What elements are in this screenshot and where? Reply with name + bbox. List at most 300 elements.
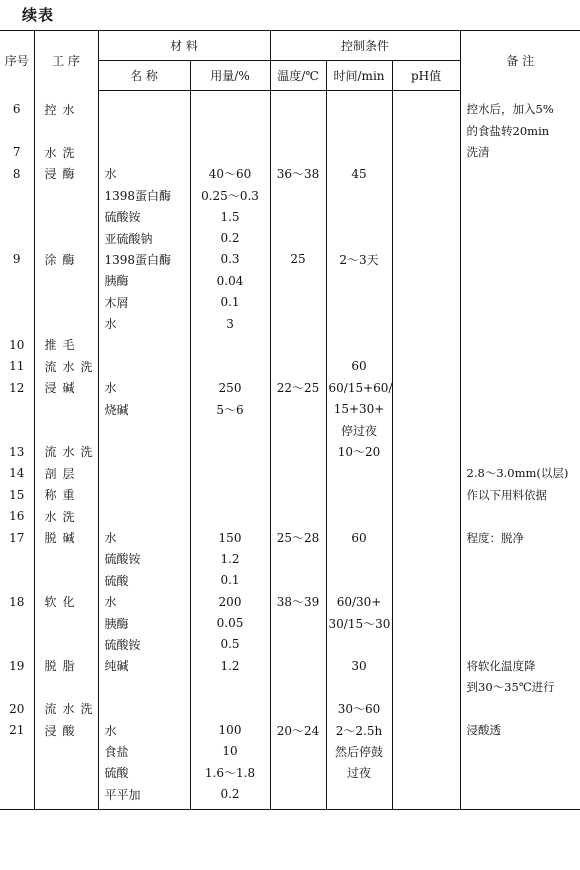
row-ph-cell: [392, 677, 460, 698]
row-dosage-cell: 0.3: [190, 249, 270, 270]
row-seq-cell: [0, 634, 34, 655]
row-temperature-cell: [270, 505, 326, 526]
row-temperature-cell: 38～39: [270, 591, 326, 612]
row-material-cell: 烧碱: [98, 398, 190, 419]
row-time-cell: [326, 206, 392, 227]
row-material-cell: [98, 698, 190, 719]
row-temperature-cell: [270, 142, 326, 163]
header-time: 时间/min: [326, 61, 392, 91]
table-row: [0, 484, 580, 505]
row-dosage-cell: [190, 463, 270, 484]
row-process-cell: [34, 292, 98, 313]
row-time-cell: 60: [326, 527, 392, 548]
row-seq-cell: 20: [9, 701, 25, 716]
row-remark-cell: 2.8～3.0mm(以层): [460, 463, 580, 484]
row-time-cell: [326, 227, 392, 248]
table-row: [0, 784, 580, 810]
row-process-cell: 软化: [34, 591, 98, 612]
row-remark-cell: [460, 270, 580, 291]
row-material-cell: [98, 505, 190, 526]
row-material-cell: 纯碱: [98, 655, 190, 676]
row-dosage-cell: [190, 120, 270, 141]
row-seq-cell: [0, 227, 34, 248]
row-temperature-cell: 36～38: [270, 163, 326, 184]
row-process-cell: 水洗: [34, 142, 98, 163]
row-time-cell: [326, 142, 392, 163]
row-dosage-cell: 0.2: [190, 227, 270, 248]
header-temperature: 温度/℃: [270, 61, 326, 91]
row-process-cell: [34, 185, 98, 206]
row-time-cell: [326, 334, 392, 355]
row-time-cell: [326, 292, 392, 313]
row-material-cell: [98, 91, 190, 121]
row-temperature-cell: [270, 356, 326, 377]
row-dosage-cell: 0.5: [190, 634, 270, 655]
row-material-cell: 水: [98, 719, 190, 740]
row-dosage-cell: [190, 91, 270, 121]
row-seq-cell: 21: [9, 723, 25, 738]
table-row: [0, 420, 580, 441]
table-header: [0, 31, 580, 91]
row-material-cell: 胰酶: [98, 270, 190, 291]
row-ph-cell: [392, 441, 460, 462]
row-remark-cell: [460, 313, 580, 334]
row-remark-cell: [460, 591, 580, 612]
row-material-cell: [98, 677, 190, 698]
row-time-cell: 30: [326, 655, 392, 676]
row-seq-cell: [0, 270, 34, 291]
row-ph-cell: [392, 377, 460, 398]
row-dosage-cell: [190, 484, 270, 505]
row-ph-cell: [392, 634, 460, 655]
row-remark-cell: 控水后，加入5%: [460, 91, 580, 121]
row-process-cell: 流水洗: [34, 698, 98, 719]
row-seq-cell: 7: [12, 145, 21, 160]
row-remark-cell: [460, 762, 580, 783]
row-process-cell: [34, 313, 98, 334]
row-time-cell: [326, 784, 392, 810]
header-remarks: 备 注: [460, 31, 580, 91]
row-temperature-cell: [270, 762, 326, 783]
row-material-cell: 水: [98, 591, 190, 612]
row-remark-cell: [460, 334, 580, 355]
header-seq: 序号: [0, 31, 34, 91]
row-temperature-cell: [270, 398, 326, 419]
row-remark-cell: [460, 227, 580, 248]
row-ph-cell: [392, 570, 460, 591]
row-process-cell: 涂酶: [34, 249, 98, 270]
row-ph-cell: [392, 185, 460, 206]
row-remark-cell: [460, 612, 580, 633]
row-dosage-cell: [190, 441, 270, 462]
row-ph-cell: [392, 163, 460, 184]
row-material-cell: 硫酸: [98, 762, 190, 783]
row-remark-cell: [460, 441, 580, 462]
row-process-cell: [34, 120, 98, 141]
row-dosage-cell: 0.2: [190, 784, 270, 810]
table-row: [0, 463, 580, 484]
row-remark-cell: [460, 398, 580, 419]
row-material-cell: 硫酸铵: [98, 634, 190, 655]
row-process-cell: [34, 677, 98, 698]
row-time-cell: [326, 505, 392, 526]
row-temperature-cell: [270, 185, 326, 206]
table-row: [0, 719, 580, 740]
row-temperature-cell: [270, 570, 326, 591]
row-ph-cell: [392, 548, 460, 569]
row-dosage-cell: 150: [190, 527, 270, 548]
table-row: [0, 655, 580, 676]
row-remark-cell: [460, 292, 580, 313]
row-time-cell: 10～20: [326, 441, 392, 462]
row-seq-cell: 8: [12, 166, 21, 181]
header-dosage: 用量/%: [190, 61, 270, 91]
table-row: [0, 163, 580, 184]
row-ph-cell: [392, 398, 460, 419]
row-material-cell: [98, 463, 190, 484]
row-seq-cell: [0, 548, 34, 569]
row-dosage-cell: 1.2: [190, 655, 270, 676]
table-row: [0, 313, 580, 334]
row-temperature-cell: [270, 313, 326, 334]
row-seq-cell: 17: [9, 530, 25, 545]
row-time-cell: [326, 185, 392, 206]
row-process-cell: [34, 420, 98, 441]
row-time-cell: 60: [326, 356, 392, 377]
row-temperature-cell: [270, 270, 326, 291]
row-dosage-cell: 100: [190, 719, 270, 740]
row-dosage-cell: 3: [190, 313, 270, 334]
row-ph-cell: [392, 270, 460, 291]
row-seq-cell: 13: [9, 444, 25, 459]
row-remark-cell: 洗清: [460, 142, 580, 163]
row-seq-cell: [0, 398, 34, 419]
row-process-cell: [34, 762, 98, 783]
row-seq-cell: [0, 206, 34, 227]
row-process-cell: 剖层: [34, 463, 98, 484]
row-time-cell: 过夜: [326, 762, 392, 783]
row-remark-cell: [460, 185, 580, 206]
row-time-cell: [326, 270, 392, 291]
table-row: [0, 634, 580, 655]
table-row: [0, 377, 580, 398]
row-dosage-cell: 5～6: [190, 398, 270, 419]
row-dosage-cell: 1.5: [190, 206, 270, 227]
row-time-cell: 2～3天: [326, 249, 392, 270]
row-seq-cell: [0, 292, 34, 313]
row-temperature-cell: [270, 120, 326, 141]
row-temperature-cell: 25: [270, 249, 326, 270]
table-row: [0, 398, 580, 419]
row-process-cell: 脱脂: [34, 655, 98, 676]
table-row: [0, 441, 580, 462]
row-ph-cell: [392, 591, 460, 612]
row-process-cell: 浸酶: [34, 163, 98, 184]
row-temperature-cell: [270, 612, 326, 633]
table-row: [0, 142, 580, 163]
row-seq-cell: [0, 741, 34, 762]
row-material-cell: [98, 441, 190, 462]
row-material-cell: 胰酶: [98, 612, 190, 633]
row-temperature-cell: [270, 741, 326, 762]
row-material-cell: 1398蛋白酶: [98, 185, 190, 206]
row-remark-cell: [460, 377, 580, 398]
row-ph-cell: [392, 249, 460, 270]
row-material-cell: 水: [98, 313, 190, 334]
row-temperature-cell: 25～28: [270, 527, 326, 548]
row-time-cell: 2～2.5h: [326, 719, 392, 740]
row-dosage-cell: 40～60: [190, 163, 270, 184]
table-row: [0, 120, 580, 141]
row-temperature-cell: [270, 634, 326, 655]
row-temperature-cell: [270, 206, 326, 227]
row-process-cell: 称重: [34, 484, 98, 505]
row-remark-cell: [460, 420, 580, 441]
row-temperature-cell: [270, 655, 326, 676]
row-material-cell: [98, 142, 190, 163]
table-caption: 续表: [22, 6, 55, 24]
row-dosage-cell: 200: [190, 591, 270, 612]
row-time-cell: [326, 313, 392, 334]
row-ph-cell: [392, 334, 460, 355]
row-process-cell: [34, 548, 98, 569]
row-remark-cell: [460, 548, 580, 569]
row-ph-cell: [392, 120, 460, 141]
row-process-cell: 水洗: [34, 505, 98, 526]
row-remark-cell: [460, 634, 580, 655]
row-process-cell: [34, 784, 98, 810]
row-dosage-cell: 0.1: [190, 292, 270, 313]
row-remark-cell: 程度：脱净: [460, 527, 580, 548]
row-remark-cell: [460, 163, 580, 184]
row-remark-cell: 的食盐转20min: [460, 120, 580, 141]
row-ph-cell: [392, 698, 460, 719]
row-dosage-cell: 0.25～0.3: [190, 185, 270, 206]
row-dosage-cell: 1.2: [190, 548, 270, 569]
row-seq-cell: 6: [12, 102, 21, 117]
row-process-cell: [34, 570, 98, 591]
row-seq-cell: [0, 120, 34, 141]
table-row: [0, 570, 580, 591]
row-remark-cell: 将软化温度降: [460, 655, 580, 676]
table-row: [0, 334, 580, 355]
row-time-cell: 然后停鼓: [326, 741, 392, 762]
row-material-cell: 平平加: [98, 784, 190, 810]
row-material-cell: 水: [98, 527, 190, 548]
row-time-cell: [326, 570, 392, 591]
row-seq-cell: 19: [9, 658, 25, 673]
table-row: [0, 762, 580, 783]
row-ph-cell: [392, 420, 460, 441]
row-seq-cell: 12: [9, 380, 25, 395]
row-ph-cell: [392, 505, 460, 526]
row-temperature-cell: [270, 420, 326, 441]
row-seq-cell: 15: [9, 487, 25, 502]
row-dosage-cell: [190, 356, 270, 377]
process-table: [0, 30, 580, 810]
row-material-cell: [98, 120, 190, 141]
row-time-cell: [326, 677, 392, 698]
table-row: [0, 227, 580, 248]
table-row: [0, 356, 580, 377]
row-time-cell: [326, 463, 392, 484]
row-dosage-cell: 0.1: [190, 570, 270, 591]
row-process-cell: [34, 741, 98, 762]
table-row: [0, 548, 580, 569]
row-remark-cell: 作以下用料依据: [460, 484, 580, 505]
header-materials: 材 料: [98, 31, 270, 61]
table-row: [0, 741, 580, 762]
row-dosage-cell: 1.6～1.8: [190, 762, 270, 783]
row-material-cell: 水: [98, 377, 190, 398]
row-ph-cell: [392, 741, 460, 762]
row-material-cell: 硫酸铵: [98, 548, 190, 569]
row-seq-cell: [0, 677, 34, 698]
table-row: [0, 91, 580, 121]
row-remark-cell: [460, 249, 580, 270]
row-material-cell: 硫酸铵: [98, 206, 190, 227]
row-seq-cell: 18: [9, 594, 25, 609]
row-material-cell: 水: [98, 163, 190, 184]
row-remark-cell: 浸酸透: [460, 719, 580, 740]
row-remark-cell: [460, 356, 580, 377]
row-temperature-cell: [270, 548, 326, 569]
row-ph-cell: [392, 762, 460, 783]
table-row: [0, 677, 580, 698]
row-material-cell: [98, 420, 190, 441]
row-ph-cell: [392, 313, 460, 334]
row-temperature-cell: [270, 441, 326, 462]
row-dosage-cell: 10: [190, 741, 270, 762]
row-time-cell: 30/15～30: [326, 612, 392, 633]
row-temperature-cell: [270, 227, 326, 248]
row-temperature-cell: [270, 677, 326, 698]
row-temperature-cell: [270, 91, 326, 121]
row-time-cell: 停过夜: [326, 420, 392, 441]
row-time-cell: [326, 484, 392, 505]
table-body: [0, 91, 580, 810]
row-process-cell: 浸碱: [34, 377, 98, 398]
row-seq-cell: 14: [9, 466, 25, 481]
row-dosage-cell: [190, 420, 270, 441]
row-time-cell: 60/30+: [326, 591, 392, 612]
table-row: [0, 612, 580, 633]
table-row: [0, 249, 580, 270]
row-ph-cell: [392, 784, 460, 810]
row-process-cell: [34, 270, 98, 291]
row-process-cell: 浸酸: [34, 719, 98, 740]
row-temperature-cell: [270, 784, 326, 810]
row-time-cell: [326, 91, 392, 121]
row-temperature-cell: [270, 484, 326, 505]
row-seq-cell: [0, 612, 34, 633]
row-temperature-cell: 22～25: [270, 377, 326, 398]
row-seq-cell: [0, 784, 34, 810]
row-seq-cell: 16: [9, 509, 25, 524]
row-process-cell: [34, 634, 98, 655]
row-remark-cell: 到30～35℃进行: [460, 677, 580, 698]
row-dosage-cell: 0.04: [190, 270, 270, 291]
row-dosage-cell: 0.05: [190, 612, 270, 633]
row-remark-cell: [460, 570, 580, 591]
row-process-cell: [34, 398, 98, 419]
row-process-cell: [34, 227, 98, 248]
row-ph-cell: [392, 655, 460, 676]
table-row: [0, 505, 580, 526]
row-time-cell: [326, 634, 392, 655]
row-ph-cell: [392, 142, 460, 163]
row-time-cell: [326, 120, 392, 141]
row-material-cell: 木屑: [98, 292, 190, 313]
row-ph-cell: [392, 484, 460, 505]
row-ph-cell: [392, 356, 460, 377]
row-ph-cell: [392, 719, 460, 740]
row-material-cell: [98, 334, 190, 355]
row-seq-cell: 11: [9, 359, 25, 374]
row-process-cell: 控水: [34, 91, 98, 121]
row-process-cell: 流水洗: [34, 441, 98, 462]
row-seq-cell: [0, 570, 34, 591]
row-temperature-cell: 20～24: [270, 719, 326, 740]
row-seq-cell: 9: [12, 252, 21, 267]
row-seq-cell: [0, 185, 34, 206]
row-dosage-cell: [190, 677, 270, 698]
row-remark-cell: [460, 698, 580, 719]
row-process-cell: [34, 206, 98, 227]
row-dosage-cell: [190, 505, 270, 526]
row-temperature-cell: [270, 463, 326, 484]
row-time-cell: [326, 548, 392, 569]
row-material-cell: 食盐: [98, 741, 190, 762]
row-ph-cell: [392, 227, 460, 248]
table-row: [0, 698, 580, 719]
row-remark-cell: [460, 505, 580, 526]
header-process: 工 序: [34, 31, 98, 91]
row-ph-cell: [392, 91, 460, 121]
header-ph: pH值: [392, 61, 460, 91]
row-material-cell: 亚硫酸钠: [98, 227, 190, 248]
row-remark-cell: [460, 206, 580, 227]
row-time-cell: 15+30+: [326, 398, 392, 419]
table-row: [0, 270, 580, 291]
table-row: [0, 591, 580, 612]
row-dosage-cell: [190, 334, 270, 355]
table-row: [0, 527, 580, 548]
row-seq-cell: [0, 420, 34, 441]
row-dosage-cell: [190, 142, 270, 163]
row-dosage-cell: 250: [190, 377, 270, 398]
row-process-cell: 流水洗: [34, 356, 98, 377]
row-ph-cell: [392, 527, 460, 548]
row-remark-cell: [460, 741, 580, 762]
header-control-conditions: 控制条件: [270, 31, 460, 61]
row-material-cell: 1398蛋白酶: [98, 249, 190, 270]
row-time-cell: 45: [326, 163, 392, 184]
row-temperature-cell: [270, 334, 326, 355]
row-process-cell: [34, 612, 98, 633]
row-ph-cell: [392, 612, 460, 633]
table-row: [0, 206, 580, 227]
row-dosage-cell: [190, 698, 270, 719]
row-material-cell: 硫酸: [98, 570, 190, 591]
table-row: [0, 185, 580, 206]
row-temperature-cell: [270, 698, 326, 719]
row-seq-cell: [0, 313, 34, 334]
row-ph-cell: [392, 206, 460, 227]
row-material-cell: [98, 356, 190, 377]
row-process-cell: 脱碱: [34, 527, 98, 548]
row-ph-cell: [392, 292, 460, 313]
